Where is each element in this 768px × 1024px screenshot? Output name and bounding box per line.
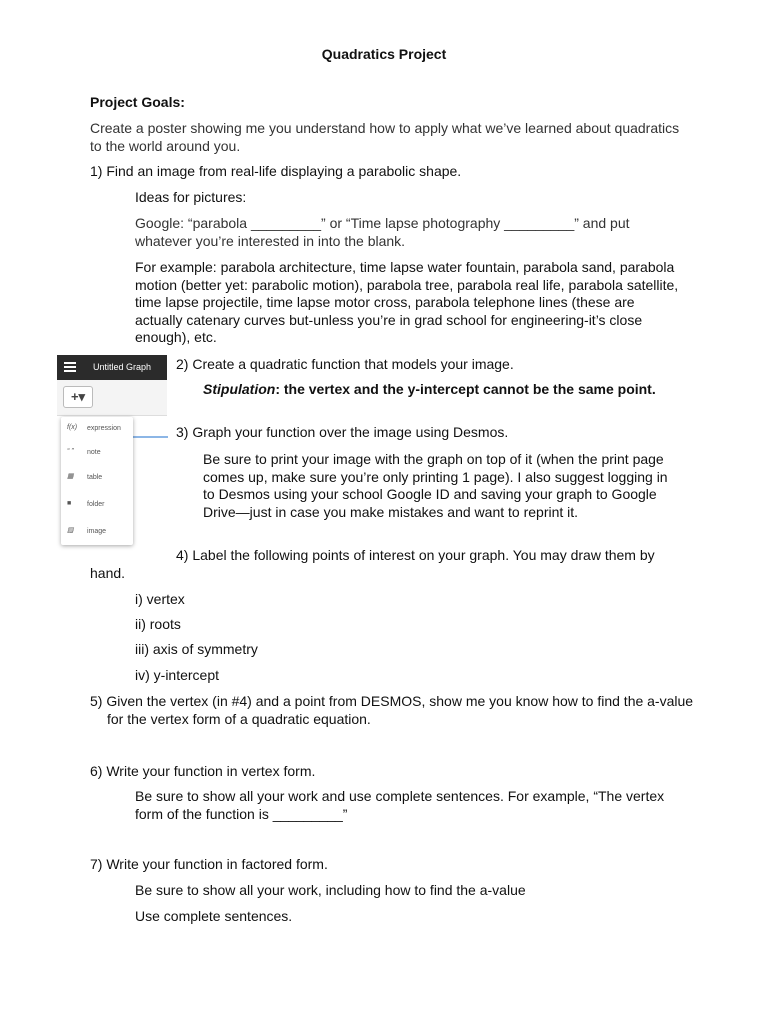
desmos-toolbar <box>57 380 167 416</box>
image-icon: ▨ <box>67 527 74 534</box>
menu-item-folder: ■ folder <box>67 497 105 511</box>
table-icon: ▦ <box>67 473 74 480</box>
point-vertex: i) vertex <box>135 591 185 607</box>
hamburger-menu-icon <box>64 362 76 372</box>
point-roots: ii) roots <box>135 616 181 632</box>
desmos-graph-title: Untitled Graph <box>93 362 152 372</box>
expression-underline <box>133 436 168 438</box>
google-tip: Google: “parabola _________” or “Time lapse photography _________” and put whatever you’re interested in into the blank. <box>135 215 630 249</box>
desmos-screenshot <box>57 355 169 550</box>
menu-item-image: ▨ image <box>67 524 106 538</box>
quote-icon: “ ” <box>67 448 74 455</box>
step-7: 7) Write your function in factored form. <box>90 856 328 872</box>
example-text: For example: parabola architecture, time lapse water fountain, parabola sand, parabola motion (better yet: parabolic motion), parabola tree, parabola real life, parabola satellite, time lapse projectile, time lapse motor cross, parabola telephone lines (these are actually catenary curves but-unless you’re in grad school for engineering-it’s close enough), etc. <box>135 259 679 345</box>
step-6: 6) Write your function in vertex form. <box>90 763 316 779</box>
step-7-detail-2: Use complete sentences. <box>135 908 293 924</box>
add-item-menu <box>61 417 133 545</box>
menu-item-table: ▦ table <box>67 470 102 484</box>
step-2: 2) Create a quadratic function that models your image. <box>176 356 514 372</box>
step-3-detail: Be sure to print your image with the graph on top of it (when the print page comes up, make sure you’re only printing 1 page). I also suggest logging in to Desmos using your school Google ID and saving your graph to Google Drive—just in case you make mistakes and want to reprint it. <box>203 451 668 520</box>
goals-heading: Project Goals: <box>90 94 185 110</box>
point-y-intercept: iv) y-intercept <box>135 667 220 683</box>
add-item-button: +▾ <box>63 386 93 408</box>
step-7-detail-1: Be sure to show all your work, including how to find the a-value <box>135 882 526 898</box>
step-1: 1) Find an image from real-life displaying a parabolic shape. <box>90 163 462 179</box>
menu-item-expression: f(x) expression <box>67 421 121 435</box>
intro-text: Create a poster showing me you understand how to apply what we’ve learned about quadratics to the world around you. <box>90 120 680 154</box>
stipulation <box>203 381 678 399</box>
ideas-label: Ideas for pictures: <box>135 189 247 205</box>
page-title: Quadratics Project <box>321 46 447 62</box>
point-axis-of-symmetry: iii) axis of symmetry <box>135 641 258 657</box>
step-5: 5) Given the vertex (in #4) and a point from DESMOS, show me you know how to find the a-value for the vertex form of a quadratic equation. <box>90 693 694 727</box>
desmos-header <box>57 355 167 380</box>
step-3: 3) Graph your function over the image using Desmos. <box>176 424 509 440</box>
step-4: 4) Label the following points of interest on your graph. You may draw them by hand. <box>90 547 655 581</box>
stipulation-text: : the vertex and the y-intercept cannot be the same point. <box>275 381 656 397</box>
stipulation-label: Stipulation <box>203 381 276 397</box>
function-icon: f(x) <box>67 424 78 431</box>
step-6-detail: Be sure to show all your work and use complete sentences. For example, “The vertex form of the function is _________” <box>135 788 665 822</box>
folder-icon: ■ <box>67 500 72 507</box>
menu-item-note: “ ” note <box>67 445 101 459</box>
